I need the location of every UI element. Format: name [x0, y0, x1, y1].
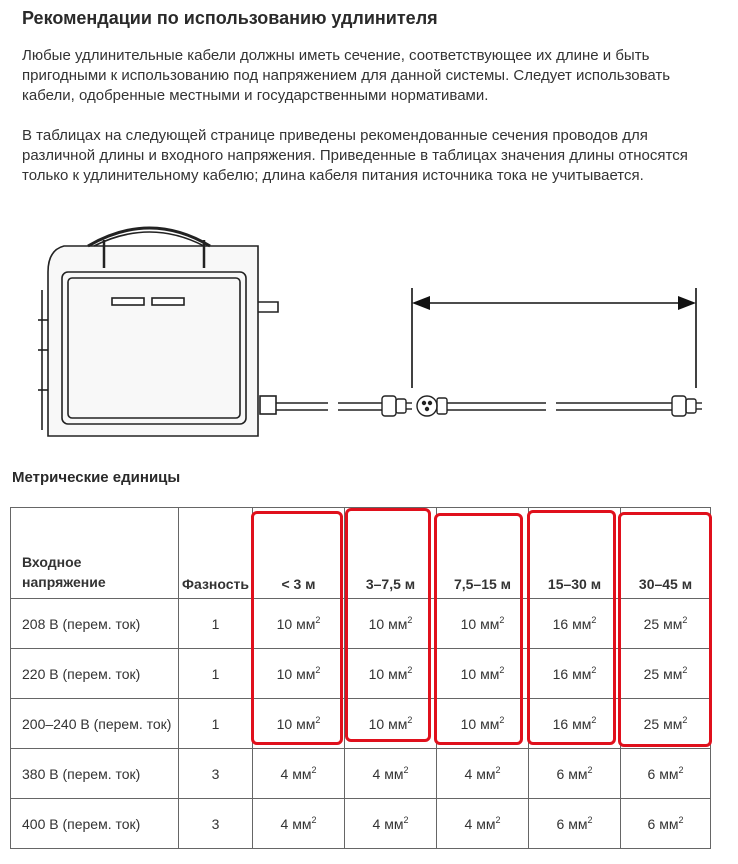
section-cell: 10 $мм^2$	[253, 599, 345, 649]
section-cell: 6 $мм^2$	[529, 749, 621, 799]
section-cell: 10 $мм^2$	[437, 599, 529, 649]
header-length-2: 3–7,5 м	[345, 508, 437, 599]
table-row	[11, 599, 711, 649]
section-cell: 10 $мм^2$	[253, 699, 345, 749]
header-voltage-line2: напряжение	[22, 574, 106, 590]
section-cell: 10 $мм^2$	[345, 699, 437, 749]
phase-cell: 3	[179, 749, 253, 799]
section-cell: 4 $мм^2$	[345, 749, 437, 799]
voltage-cell: 200–240 В (перем. ток)	[11, 699, 179, 749]
cable-section-table	[10, 507, 711, 849]
phase-cell: 1	[179, 599, 253, 649]
section-cell: 25 $мм^2$	[621, 649, 711, 699]
table-row	[11, 749, 711, 799]
paragraph-table-note: В таблицах на следующей странице приведены рекомендованные сечения проводов для различной длины и входного напряжения. Приведенные в таблицах значения длины относятся только к удлинительному кабелю; длина кабеля питания источника тока не учитывается.	[22, 127, 688, 184]
voltage-cell: 208 В (перем. ток)	[11, 599, 179, 649]
section-cell: 6 $мм^2$	[529, 799, 621, 849]
section-cell: 4 $мм^2$	[253, 799, 345, 849]
section-cell: 4 $мм^2$	[437, 799, 529, 849]
section-cell: 25 $мм^2$	[621, 699, 711, 749]
header-length-5: 30–45 м	[621, 508, 711, 599]
header-length-3: 7,5–15 м	[437, 508, 529, 599]
table-row	[11, 799, 711, 849]
section-cell: 10 $мм^2$	[437, 699, 529, 749]
phase-cell: 1	[179, 699, 253, 749]
length-dimension-arrow	[412, 288, 696, 388]
extension-cable-illustration	[0, 210, 738, 445]
section-cell: 6 $мм^2$	[621, 799, 711, 849]
section-cell: 25 $мм^2$	[621, 599, 711, 649]
header-phase: Фазность	[179, 508, 253, 599]
phase-cell: 3	[179, 799, 253, 849]
section-cell: 4 $мм^2$	[437, 749, 529, 799]
header-length-4: 15–30 м	[529, 508, 621, 599]
section-cell: 10 $мм^2$	[345, 599, 437, 649]
section-cell: 16 $мм^2$	[529, 649, 621, 699]
section-cell: 16 $мм^2$	[529, 599, 621, 649]
header-length-1: < 3 м	[253, 508, 345, 599]
metric-units-heading: Метрические единицы	[12, 469, 181, 486]
cable-and-plugs	[276, 396, 702, 416]
phase-cell: 1	[179, 649, 253, 699]
page-title: Рекомендации по использованию удлинителя	[22, 8, 438, 28]
header-voltage-line1: Входное	[22, 554, 82, 570]
section-cell: 10 $мм^2$	[437, 649, 529, 699]
section-cell: 4 $мм^2$	[253, 749, 345, 799]
header-row	[11, 508, 711, 599]
table-row	[11, 649, 711, 699]
power-source-drawing	[38, 228, 278, 436]
voltage-cell: 400 В (перем. ток)	[11, 799, 179, 849]
section-cell: 10 $мм^2$	[253, 649, 345, 699]
section-cell: 10 $мм^2$	[345, 649, 437, 699]
section-cell: 16 $мм^2$	[529, 699, 621, 749]
paragraph-cable-requirements: Любые удлинительные кабели должны иметь сечение, соответствующее их длине и быть пригодными к использованию под напряжением для данной системы. Следует использовать кабели, одобренные местными и государственными нормативами.	[22, 47, 671, 104]
voltage-cell: 380 В (перем. ток)	[11, 749, 179, 799]
voltage-cell: 220 В (перем. ток)	[11, 649, 179, 699]
section-cell: 4 $мм^2$	[345, 799, 437, 849]
header-input-voltage	[11, 508, 179, 599]
section-cell: 6 $мм^2$	[621, 749, 711, 799]
table-row	[11, 699, 711, 749]
